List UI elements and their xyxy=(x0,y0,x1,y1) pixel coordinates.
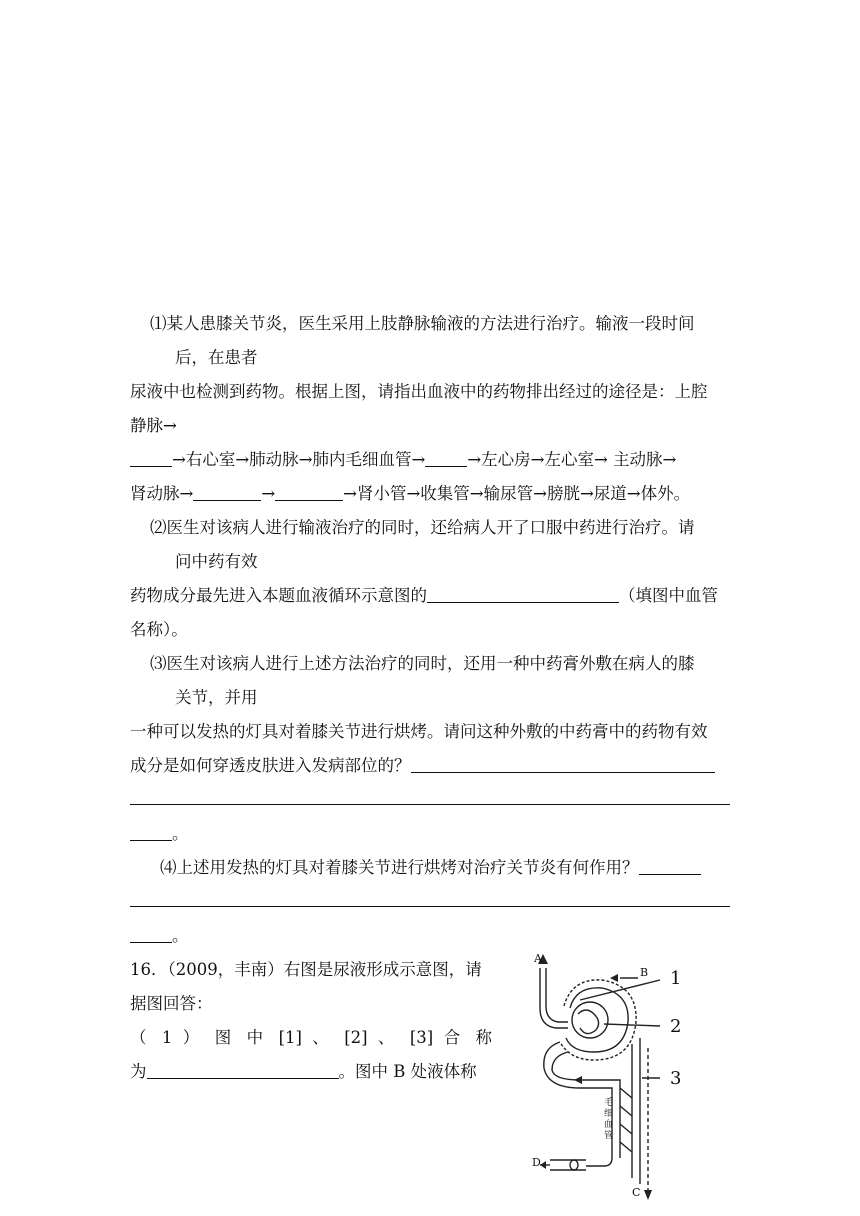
q2-line-1: ⑵医生对该病人进行输液治疗的同时，还给病人开了口服中药进行治疗。请 xyxy=(150,518,695,537)
q1-line-5-text-b: →左心房→左心室→ 主动脉→ xyxy=(467,450,677,469)
answer-blank[interactable] xyxy=(427,584,619,603)
q4-line-1-text: ⑷上述用发热的灯具对着膝关节进行烘烤对治疗关节炎有何作用？ xyxy=(160,858,639,877)
q4-line-1 xyxy=(160,856,701,880)
answer-blank[interactable] xyxy=(425,448,467,467)
q16-line-4-text-b: 。图中 B 处液体称 xyxy=(338,1062,477,1081)
q1-line-6-text-a: 肾动脉→ xyxy=(130,484,194,503)
answer-blank[interactable] xyxy=(147,1060,339,1079)
label-d: D xyxy=(532,1156,541,1169)
answer-blank[interactable] xyxy=(639,856,701,875)
answer-blank[interactable] xyxy=(275,482,343,501)
q16-line-1: 16．（2009，丰南）右图是尿液形成示意图，请 xyxy=(130,960,482,979)
answer-line[interactable] xyxy=(130,906,730,907)
label-2: 2 xyxy=(670,1016,682,1037)
q3-line-4 xyxy=(130,754,715,778)
answer-blank[interactable] xyxy=(193,482,261,501)
q1-line-1: ⑴某人患膝关节炎，医生采用上肢静脉输液的方法进行治疗。输液一段时间 xyxy=(150,314,695,333)
q1-line-5 xyxy=(130,448,676,472)
leader-line-2 xyxy=(604,1024,660,1026)
q16-line-4 xyxy=(130,1060,477,1084)
bowmans-capsule xyxy=(566,988,628,1052)
q4-end-text: 。 xyxy=(172,926,189,945)
q16-line-2: 据图回答： xyxy=(130,994,213,1013)
q2-line-3-text-a: 药物成分最先进入本题血液循环示意图的 xyxy=(130,586,427,605)
q1-line-3: 尿液中也检测到药物。根据上图，请指出血液中的药物排出经过的途径是：上腔 xyxy=(130,382,708,401)
label-c: C xyxy=(632,1186,641,1199)
q2-line-3 xyxy=(130,584,718,608)
q1-line-6-text-b: → xyxy=(261,484,276,503)
q2-line-4: 名称）。 xyxy=(130,620,188,639)
label-1: 1 xyxy=(670,968,682,989)
answer-blank[interactable] xyxy=(130,924,172,943)
q3-end-text: 。 xyxy=(172,824,189,843)
nephron-diagram xyxy=(520,948,700,1202)
q16-line-4-text-a: 为 xyxy=(130,1062,147,1081)
q3-line-3: 一种可以发热的灯具对着膝关节进行烘烤。请问这种外敷的中药膏中的药物有效 xyxy=(130,722,708,741)
answer-blank[interactable] xyxy=(130,448,172,467)
capillary-network xyxy=(620,1088,632,1152)
afferent-arteriole xyxy=(540,968,568,1028)
arrow-down-icon xyxy=(644,1190,652,1200)
arrow-right-icon xyxy=(574,1076,582,1084)
answer-blank[interactable] xyxy=(130,822,172,841)
q3-line-4-text: 成分是如何穿透皮肤进入发病部位的？ xyxy=(130,756,411,775)
q1-line-4: 静脉→ xyxy=(130,416,177,435)
q2-line-3-text-b: （填图中血管 xyxy=(619,586,718,605)
label-b: B xyxy=(640,966,649,979)
q16-line-3: （ 1 ） 图 中 [1] 、 [2] 、 [3] 合 称 xyxy=(130,1028,492,1047)
q3-line-1: ⑶医生对该病人进行上述方法治疗的同时，还用一种中药膏外敷在病人的膝 xyxy=(150,654,695,673)
label-3: 3 xyxy=(670,1068,682,1089)
q1-line-6 xyxy=(130,482,690,506)
q3-line-end xyxy=(130,822,189,846)
answer-line[interactable] xyxy=(130,804,730,805)
capillary-label: 毛细血管 xyxy=(604,1098,614,1141)
q4-line-end xyxy=(130,924,189,948)
answer-blank[interactable] xyxy=(411,754,715,773)
q3-line-2: 关节，并用 xyxy=(175,688,258,707)
efferent-vessel xyxy=(550,1160,586,1170)
q1-line-5-text-a: →右心室→肺动脉→肺内毛细血管→ xyxy=(172,450,426,469)
label-a: A xyxy=(534,952,542,965)
q1-line-6-text-c: →肾小管→收集管→输尿管→膀胱→尿道→体外。 xyxy=(343,484,691,503)
q2-line-2: 问中药有效 xyxy=(175,552,258,571)
q1-line-2: 后，在患者 xyxy=(175,348,258,367)
arrow-left-icon xyxy=(610,974,618,982)
